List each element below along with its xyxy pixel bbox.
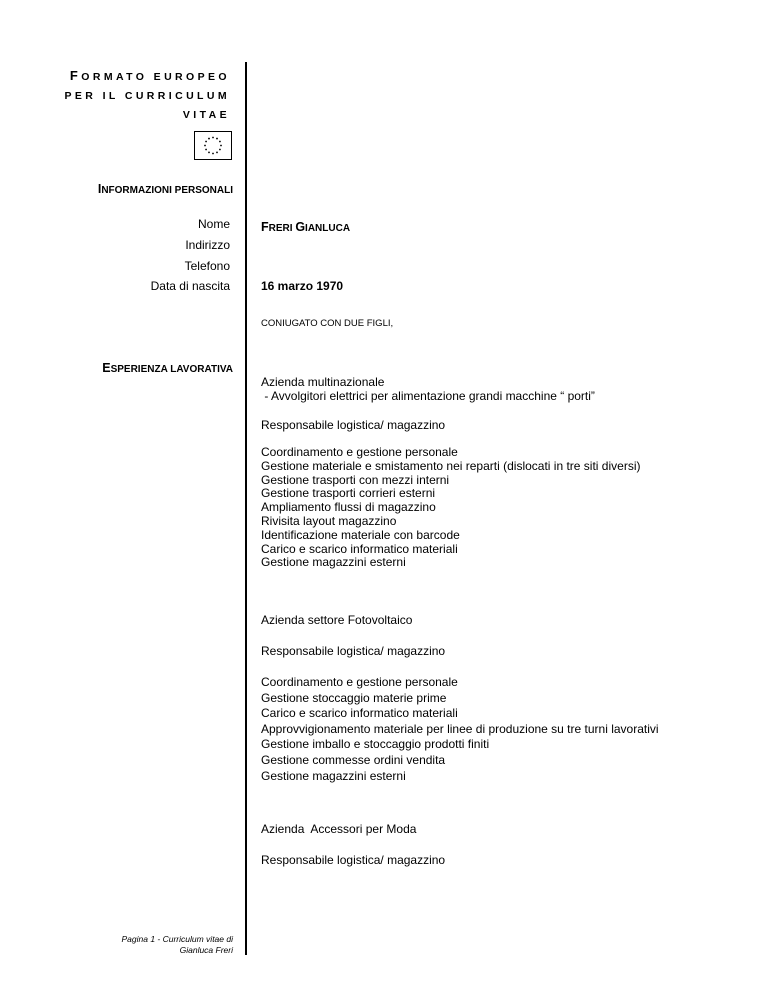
star-mark — [219, 141, 221, 143]
star-mark — [208, 152, 210, 154]
star-mark — [219, 149, 221, 151]
list-item: Gestione trasporti con mezzi interni — [261, 472, 450, 487]
list-item: Carico e scarico informatico materiali — [261, 706, 458, 721]
nascita-value: 16 marzo 1970 — [261, 279, 344, 293]
header-line-2: PER IL CURRICULUM — [64, 90, 230, 102]
star-mark — [216, 138, 218, 140]
footer-line-2: Gianluca Freri — [179, 945, 233, 955]
list-item: Gestione trasporti corrieri esterni — [261, 486, 436, 501]
telefono-label: Telefono — [184, 259, 230, 273]
star-mark — [212, 137, 214, 139]
star-mark — [216, 152, 218, 154]
page-footer — [60, 934, 233, 956]
job1-task-list — [261, 446, 640, 570]
indirizzo-label: Indirizzo — [185, 238, 230, 252]
list-item: Gestione imballo e stoccaggio prodotti finiti — [261, 737, 490, 752]
star-mark — [220, 145, 222, 147]
star-mark — [205, 149, 207, 151]
job1-description: - Avvolgitori elettrici per alimentazione grandi macchine “ porti” — [261, 389, 595, 403]
list-item: Approvvigionamento materiale per linee di produzione su tre turni lavorativi — [261, 721, 659, 736]
section-personal-info: INFORMAZIONI PERSONALI — [97, 182, 233, 196]
list-item: Ampliamento flussi di magazzino — [261, 500, 436, 515]
nascita-label: Data di nascita — [150, 279, 230, 293]
stato-civile: CONIUGATO CON DUE FIGLI, — [261, 318, 394, 329]
job2-company: Azienda settore Fotovoltaico — [261, 613, 413, 627]
job3-role: Responsabile logistica/ magazzino — [261, 853, 446, 867]
star-mark — [212, 153, 214, 155]
nome-value: FRERI GIANLUCA — [261, 220, 351, 234]
job2-role: Responsabile logistica/ magazzino — [261, 644, 446, 658]
section-work-experience: ESPERIENZA LAVORATIVA — [102, 361, 233, 375]
list-item: Carico e scarico informatico materiali — [261, 541, 458, 556]
job1-role: Responsabile logistica/ magazzino — [261, 418, 446, 432]
job3-company: Azienda Accessori per Moda — [261, 822, 417, 836]
list-item: Coordinamento e gestione personale — [261, 445, 458, 459]
footer-line-1: Pagina 1 - Curriculum vitae di — [121, 934, 233, 944]
eu-flag-icon — [194, 131, 232, 160]
list-item: Coordinamento e gestione personale — [261, 675, 458, 689]
nome-label: Nome — [197, 217, 230, 231]
header-line-1: FORMATO EUROPEO — [69, 68, 230, 83]
list-item: Rivisita layout magazzino — [261, 513, 397, 528]
list-item: Gestione stoccaggio materie prime — [261, 690, 447, 705]
star-mark — [208, 138, 210, 140]
column-divider — [245, 62, 247, 955]
list-item: Gestione commesse ordini vendita — [261, 752, 446, 767]
job1-company: Azienda multinazionale — [261, 375, 385, 389]
star-mark — [204, 145, 206, 147]
job2-task-list — [261, 675, 659, 784]
list-item: Identificazione materiale con barcode — [261, 527, 460, 542]
list-item: Gestione magazzini esterni — [261, 555, 406, 570]
list-item: Gestione materiale e smistamento nei reparti (dislocati in tre siti diversi) — [261, 458, 641, 473]
header-line-3: VITAE — [182, 109, 230, 121]
star-mark — [205, 141, 207, 143]
list-item: Gestione magazzini esterni — [261, 768, 406, 783]
cv-header — [40, 66, 230, 125]
